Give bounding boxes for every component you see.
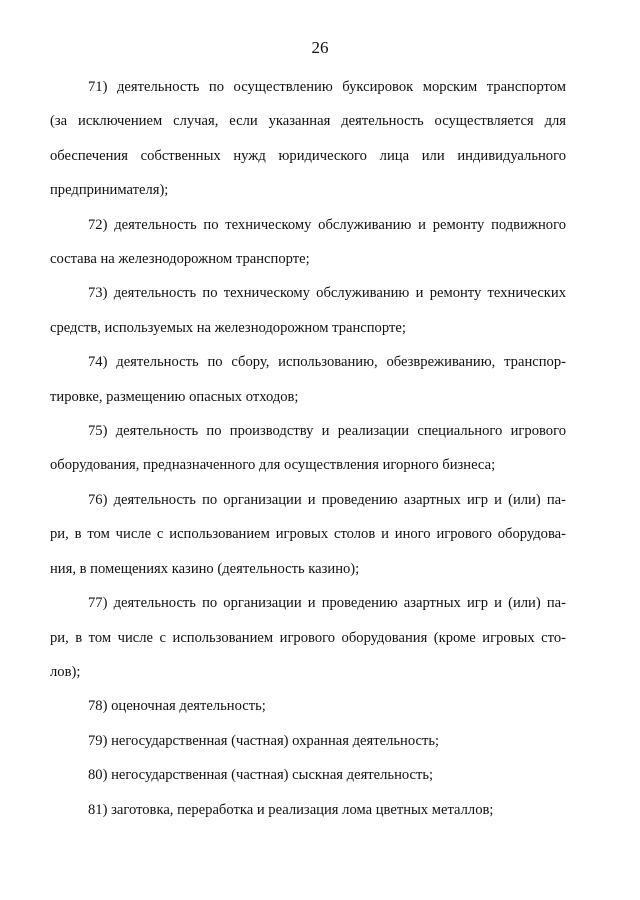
list-item-line: ри, в том числе с использованием игрового оборудования (кроме игровых сто-: [50, 629, 566, 646]
list-item-line: 79) негосударственная (частная) охранная деятельность;: [88, 732, 440, 749]
list-item-line: ния, в помещениях казино (деятельность казино);: [50, 560, 360, 577]
list-item-line: 75) деятельность по производству и реализации специального игрового: [88, 423, 566, 440]
list-item-line: 80) негосударственная (частная) сыскная деятельность;: [88, 767, 434, 784]
list-item-74: [50, 345, 566, 414]
list-item-line: обеспечения собственных нужд юридического лица или индивидуального: [50, 147, 566, 164]
list-item-line: (за исключением случая, если указанная деятельность осуществляется для: [50, 113, 566, 130]
list-item-line: 71) деятельность по осуществлению буксировок морским транспортом: [88, 79, 566, 95]
list-item-line: 77) деятельность по организации и проведению азартных игр и (или) па-: [88, 595, 566, 612]
list-item-73: [50, 276, 566, 345]
list-item-line: состава на железнодорожном транспорте;: [50, 251, 310, 268]
list-item-line: ри, в том числе с использованием игровых столов и иного игрового оборудова-: [50, 526, 566, 543]
document-body: [50, 70, 566, 827]
page-number: 26: [311, 38, 329, 57]
list-item-line: тировке, размещению опасных отходов;: [50, 388, 299, 405]
list-item-line: 76) деятельность по организации и проведению азартных игр и (или) па-: [88, 491, 566, 508]
list-item-line: 72) деятельность по техническому обслуживанию и ремонту подвижного: [88, 216, 566, 233]
list-item-75: [50, 414, 566, 483]
list-item-line: предпринимателя);: [50, 182, 169, 199]
list-item-78: [50, 689, 566, 723]
list-item-line: 73) деятельность по техническому обслуживанию и ремонту технических: [88, 285, 566, 302]
list-item-77: [50, 586, 566, 689]
list-item-line: 78) оценочная деятельность;: [88, 698, 266, 715]
list-item-72: [50, 208, 566, 277]
list-item-line: оборудования, предназначенного для осуществления игорного бизнеса;: [50, 457, 496, 474]
list-item-76: [50, 483, 566, 586]
list-item-line: 81) заготовка, переработка и реализация лома цветных металлов;: [88, 801, 494, 818]
list-item-81: [50, 793, 566, 827]
list-item-71: [50, 70, 566, 208]
list-item-line: 74) деятельность по сбору, использованию, обезвреживанию, транспор-: [88, 354, 566, 371]
list-item-line: лов);: [50, 663, 81, 680]
list-item-79: [50, 724, 566, 758]
list-item-80: [50, 758, 566, 792]
list-item-line: средств, используемых на железнодорожном транспорте;: [50, 319, 406, 336]
